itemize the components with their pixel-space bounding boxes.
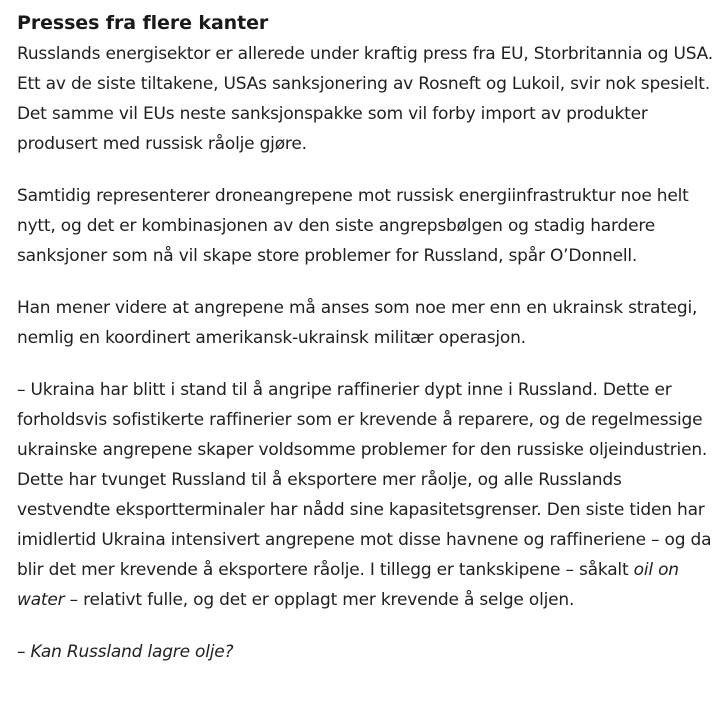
article-body xyxy=(17,8,717,667)
paragraph-4-text-start: – Ukraina har blitt i stand til å angripe raffinerier dypt inne i Russland. Dette er forholdsvis sofistikerte raffinerier som er krevende å reparere, og de regelmessige ukrainske angrepene skaper voldsomme problemer for den russiske oljeindustrien. Dette har tvunget Russland til å eksportere mer råolje, og alle Russlands vestvendte eksportterminaler har nådd sine kapasitetsgrenser. Den siste tiden har imidlertid Ukraina intensivert angrepene mot disse havnene og raffineriene – og da blir det mer krevende å eksportere råolje. I tillegg er tankskipene – såkalt xyxy=(17,380,712,580)
paragraph-1: Russlands energisektor er allerede under kraftig press fra EU, Storbritannia og USA. Ett av de siste tiltakene, USAs sanksjonering av Rosneft og Lukoil, svir nok spesielt. Det samme vil EUs neste sanksjonspakke som vil forby import av produkter produsert med russisk råolje gjøre. xyxy=(17,44,714,154)
interview-question xyxy=(17,637,717,667)
paragraph-3: Han mener videre at angrepene må anses som noe mer enn en ukrainsk strategi, nemlig en koordinert amerikansk-ukrainsk militær operasjon. xyxy=(17,298,698,348)
paragraph-4-text-end: – relativt fulle, og det er opplagt mer krevende å selge oljen. xyxy=(64,590,575,610)
paragraph-2: Samtidig representerer droneangrepene mot russisk energiinfrastruktur noe helt nytt, og det er kombinasjonen av den siste angrepsbølgen og stadig hardere sanksjoner som nå vil skape store problemer for Russland, spår O’Donnell. xyxy=(17,186,689,266)
interview-question-text: – Kan Russland lagre olje? xyxy=(17,642,234,662)
section-heading: Presses fra flere kanter xyxy=(17,12,269,34)
paragraph-4 xyxy=(17,375,717,615)
paragraph-4-italic-phrase: oil on water xyxy=(17,560,679,610)
